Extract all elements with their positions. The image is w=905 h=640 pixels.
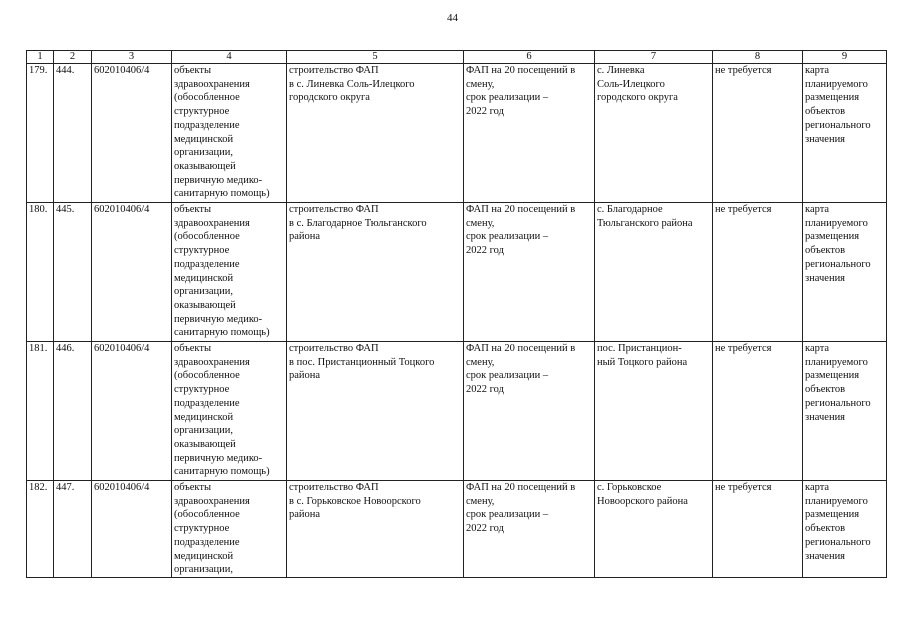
table-cell xyxy=(464,342,595,481)
object-location: пос. Пристанцион- ный Тоцкого района xyxy=(597,343,688,368)
item-number: 445. xyxy=(56,204,75,215)
table-row xyxy=(27,342,887,481)
object-characteristics: ФАП на 20 посещений в смену, срок реализации – 2022 год xyxy=(466,482,576,535)
object-code: 602010406/4 xyxy=(94,204,150,215)
table-cell xyxy=(92,342,172,481)
table-cell xyxy=(27,342,54,481)
table-cell xyxy=(713,342,803,481)
object-type: объекты здравоохранения (обособленное структурное подразделение медицинской организации, xyxy=(174,482,250,576)
object-type: объекты здравоохранения (обособленное структурное подразделение медицинской организации, оказывающей первичную медико- санитарную помощь) xyxy=(174,65,270,200)
column-number-cell: 4 xyxy=(172,51,287,64)
table-cell xyxy=(803,64,887,203)
table-cell xyxy=(595,64,713,203)
object-name: строительство ФАП в с. Горьковское Новоорского района xyxy=(289,482,421,521)
row-number: 179. xyxy=(29,65,48,76)
column-number-cell: 9 xyxy=(803,51,887,64)
table-cell xyxy=(803,342,887,481)
column-number-row xyxy=(27,51,887,64)
table-cell xyxy=(713,481,803,578)
zone-requirement: не требуется xyxy=(715,343,772,354)
table-cell xyxy=(464,481,595,578)
column-number-cell: 3 xyxy=(92,51,172,64)
table-row xyxy=(27,203,887,342)
column-number-cell: 5 xyxy=(287,51,464,64)
map-reference: карта планируемого размещения объектов регионального значения xyxy=(805,343,871,423)
object-type: объекты здравоохранения (обособленное структурное подразделение медицинской организации, оказывающей первичную медико- санитарную помощь) xyxy=(174,343,270,478)
object-code: 602010406/4 xyxy=(94,482,150,493)
table-cell xyxy=(713,64,803,203)
column-number-cell: 2 xyxy=(54,51,92,64)
table-cell xyxy=(464,64,595,203)
table-cell xyxy=(287,481,464,578)
column-number-cell: 1 xyxy=(27,51,54,64)
table-cell xyxy=(54,203,92,342)
table-cell xyxy=(595,203,713,342)
item-number: 446. xyxy=(56,343,75,354)
object-code: 602010406/4 xyxy=(94,343,150,354)
object-characteristics: ФАП на 20 посещений в смену, срок реализации – 2022 год xyxy=(466,65,576,118)
table-cell xyxy=(172,342,287,481)
row-number: 181. xyxy=(29,343,48,354)
column-number-cell: 7 xyxy=(595,51,713,64)
map-reference: карта планируемого размещения объектов регионального значения xyxy=(805,65,871,145)
item-number: 444. xyxy=(56,65,75,76)
zone-requirement: не требуется xyxy=(715,482,772,493)
table-cell xyxy=(287,342,464,481)
document-table xyxy=(26,50,887,578)
object-name: строительство ФАП в с. Линевка Соль-Илецкого городского округа xyxy=(289,65,415,104)
table-cell xyxy=(287,64,464,203)
object-type: объекты здравоохранения (обособленное структурное подразделение медицинской организации, оказывающей первичную медико- санитарную помощь) xyxy=(174,204,270,339)
table-cell xyxy=(287,203,464,342)
table-row xyxy=(27,64,887,203)
table-cell xyxy=(54,64,92,203)
row-number: 180. xyxy=(29,204,48,215)
table-cell xyxy=(92,203,172,342)
object-name: строительство ФАП в пос. Пристанционный Тоцкого района xyxy=(289,343,435,382)
table-cell xyxy=(595,481,713,578)
object-name: строительство ФАП в с. Благодарное Тюльганского района xyxy=(289,204,427,243)
map-reference: карта планируемого размещения объектов регионального значения xyxy=(805,482,871,562)
column-number-cell: 8 xyxy=(713,51,803,64)
map-reference: карта планируемого размещения объектов регионального значения xyxy=(805,204,871,284)
object-characteristics: ФАП на 20 посещений в смену, срок реализации – 2022 год xyxy=(466,343,576,396)
table-cell xyxy=(464,203,595,342)
table-cell xyxy=(803,203,887,342)
table-cell xyxy=(172,481,287,578)
table-cell xyxy=(713,203,803,342)
object-location: с. Линевка Соль-Илецкого городского округа xyxy=(597,65,678,104)
table-cell xyxy=(172,203,287,342)
row-number: 182. xyxy=(29,482,48,493)
table-row xyxy=(27,481,887,578)
table-cell xyxy=(27,64,54,203)
table-cell xyxy=(54,481,92,578)
table-cell xyxy=(27,203,54,342)
table-cell xyxy=(92,481,172,578)
item-number: 447. xyxy=(56,482,75,493)
table-cell xyxy=(803,481,887,578)
zone-requirement: не требуется xyxy=(715,204,772,215)
table-cell xyxy=(595,342,713,481)
table-cell xyxy=(92,64,172,203)
object-code: 602010406/4 xyxy=(94,65,150,76)
object-characteristics: ФАП на 20 посещений в смену, срок реализации – 2022 год xyxy=(466,204,576,257)
zone-requirement: не требуется xyxy=(715,65,772,76)
column-number-cell: 6 xyxy=(464,51,595,64)
object-location: с. Благодарное Тюльганского района xyxy=(597,204,693,229)
page-number: 44 xyxy=(447,12,458,24)
table-cell xyxy=(54,342,92,481)
object-location: с. Горьковское Новоорского района xyxy=(597,482,688,507)
table-cell xyxy=(172,64,287,203)
table-cell xyxy=(27,481,54,578)
